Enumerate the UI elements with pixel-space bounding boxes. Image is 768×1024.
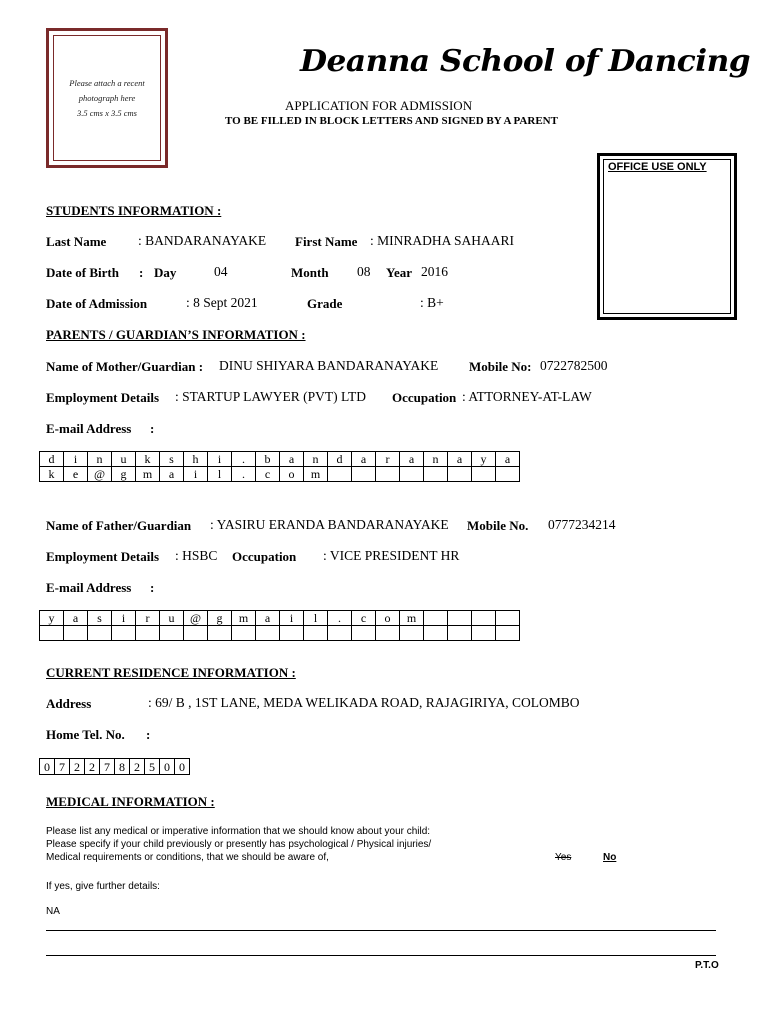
office-use-box	[597, 153, 737, 320]
father-email-cell[interactable]	[448, 626, 472, 641]
mother-email-row	[40, 452, 520, 467]
mother-email-cell[interactable]	[496, 467, 520, 482]
admission-date-label: Date of Admission	[46, 296, 148, 311]
mother-email-cell[interactable]: h	[184, 452, 208, 467]
mother-email-cell[interactable]: i	[184, 467, 208, 482]
home-tel-digit-cell[interactable]: 0	[175, 759, 190, 775]
father-occupation-label: Occupation	[232, 549, 297, 564]
photo-placeholder	[46, 28, 168, 168]
mother-email-cell[interactable]: .	[232, 452, 256, 467]
mother-email-cell[interactable]: s	[160, 452, 184, 467]
medical-instruction-3: Medical requirements or conditions, that we should be aware of,	[46, 852, 329, 863]
father-email-cell[interactable]	[496, 611, 520, 626]
father-email-cell[interactable]: m	[232, 611, 256, 626]
first-name-value[interactable]: : MINRADHA SAHAARI	[370, 233, 515, 248]
father-email-cell[interactable]	[208, 626, 232, 641]
mother-email-grid[interactable]	[39, 451, 520, 482]
page-turn-over: P.T.O	[695, 960, 719, 971]
medical-section-title: MEDICAL INFORMATION :	[46, 794, 215, 809]
mother-email-cell[interactable]: a	[160, 467, 184, 482]
father-email-cell[interactable]	[472, 611, 496, 626]
mother-email-cell[interactable]	[424, 467, 448, 482]
school-name: Deanna School of Dancing	[300, 44, 751, 79]
father-email-row	[40, 611, 520, 626]
father-mobile-value[interactable]: 0777234214	[548, 517, 616, 532]
mother-email-cell[interactable]	[352, 467, 376, 482]
mother-email-cell[interactable]: n	[304, 452, 328, 467]
mother-email-cell[interactable]: @	[88, 467, 112, 482]
father-email-cell[interactable]: @	[184, 611, 208, 626]
mother-email-cell[interactable]: n	[88, 452, 112, 467]
photo-instruction-line2: photograph here	[78, 92, 136, 103]
father-email-cell[interactable]: g	[208, 611, 232, 626]
last-name-value[interactable]: : BANDARANAYAKE	[138, 233, 267, 248]
father-email-cell[interactable]	[184, 626, 208, 641]
mother-email-cell[interactable]: k	[136, 452, 160, 467]
mother-email-cell[interactable]: m	[136, 467, 160, 482]
mother-employment-value[interactable]: : STARTUP LAWYER (PVT) LTD	[175, 389, 367, 404]
mother-email-cell[interactable]: k	[40, 467, 64, 482]
form-title: APPLICATION FOR ADMISSION	[285, 98, 473, 113]
dob-year-label: Year	[386, 265, 412, 280]
mother-occupation-value[interactable]: : ATTORNEY-AT-LAW	[462, 389, 592, 404]
mother-email-cell[interactable]	[448, 467, 472, 482]
residence-section-title: CURRENT RESIDENCE INFORMATION :	[46, 665, 296, 680]
father-email-cell[interactable]: i	[112, 611, 136, 626]
first-name-label: First Name	[295, 234, 358, 249]
dob-label: Date of Birth	[46, 265, 119, 280]
mother-email-cell[interactable]	[376, 467, 400, 482]
mother-email-cell[interactable]	[400, 467, 424, 482]
father-name-value[interactable]: : YASIRU ERANDA BANDARANAYAKE	[210, 517, 449, 532]
father-email-cell[interactable]	[136, 626, 160, 641]
home-tel-digit-cell[interactable]: 2	[130, 759, 145, 775]
father-email-cell[interactable]	[232, 626, 256, 641]
mother-email-cell[interactable]: b	[256, 452, 280, 467]
mother-email-row	[40, 467, 520, 482]
dob-day-value[interactable]: 04	[214, 264, 228, 279]
details-line-2	[46, 955, 716, 956]
home-tel-grid[interactable]	[39, 758, 190, 775]
mother-email-cell[interactable]: a	[280, 452, 304, 467]
father-email-cell[interactable]	[328, 626, 352, 641]
mother-email-cell[interactable]: d	[328, 452, 352, 467]
mother-email-cell[interactable]: u	[112, 452, 136, 467]
dob-month-value[interactable]: 08	[357, 264, 371, 279]
father-mobile-label: Mobile No.	[467, 518, 529, 533]
home-tel-digit-cell[interactable]: 0	[160, 759, 175, 775]
father-email-cell[interactable]: s	[88, 611, 112, 626]
father-email-cell[interactable]	[40, 626, 64, 641]
mother-mobile-label: Mobile No:	[469, 359, 532, 374]
dob-month-label: Month	[291, 265, 329, 280]
further-details-value[interactable]: NA	[46, 906, 60, 917]
mother-email-cell[interactable]: i	[64, 452, 88, 467]
father-name-label: Name of Father/Guardian	[46, 518, 192, 533]
father-email-cell[interactable]: r	[136, 611, 160, 626]
father-email-cell[interactable]: a	[256, 611, 280, 626]
father-email-cell[interactable]	[400, 626, 424, 641]
medical-yes-option[interactable]: Yes	[555, 852, 572, 863]
father-employment-value[interactable]: : HSBC	[175, 548, 218, 563]
mother-name-label: Name of Mother/Guardian :	[46, 359, 204, 374]
further-details-label: If yes, give further details:	[46, 881, 160, 892]
mother-email-cell[interactable]: n	[424, 452, 448, 467]
father-email-cell[interactable]	[424, 611, 448, 626]
father-email-cell[interactable]: a	[64, 611, 88, 626]
office-use-label: OFFICE USE ONLY	[608, 161, 707, 173]
mother-email-label: E-mail Address	[46, 421, 132, 436]
father-email-cell[interactable]: m	[400, 611, 424, 626]
father-email-cell[interactable]	[112, 626, 136, 641]
father-email-cell[interactable]: .	[328, 611, 352, 626]
mother-email-cell[interactable]: d	[40, 452, 64, 467]
father-email-cell[interactable]: l	[304, 611, 328, 626]
home-tel-digit-cell[interactable]: 8	[115, 759, 130, 775]
mother-email-cell[interactable]: y	[472, 452, 496, 467]
home-tel-digit-cell[interactable]: 7	[55, 759, 70, 775]
mother-email-cell[interactable]: c	[256, 467, 280, 482]
father-email-cell[interactable]	[160, 626, 184, 641]
mother-email-cell[interactable]: g	[112, 467, 136, 482]
medical-instruction-2: Please specify if your child previously or presently has psychological / Physical injuries/	[46, 839, 432, 850]
mother-email-cell[interactable]: a	[496, 452, 520, 467]
mother-email-cell[interactable]: e	[64, 467, 88, 482]
dob-day-label: Day	[154, 265, 177, 280]
mother-email-cell[interactable]: .	[232, 467, 256, 482]
mother-email-cell[interactable]: l	[208, 467, 232, 482]
admission-date-value[interactable]: : 8 Sept 2021	[186, 295, 258, 310]
home-tel-digit-cell[interactable]: 5	[145, 759, 160, 775]
form-subtitle: TO BE FILLED IN BLOCK LETTERS AND SIGNED BY A PARENT	[225, 115, 558, 127]
father-occupation-value[interactable]: : VICE PRESIDENT HR	[323, 548, 460, 563]
mother-email-cell[interactable]: r	[376, 452, 400, 467]
mother-email-cell[interactable]: i	[208, 452, 232, 467]
mother-employment-label: Employment Details	[46, 390, 160, 405]
home-tel-label: Home Tel. No.	[46, 727, 125, 742]
mother-email-cell[interactable]: a	[400, 452, 424, 467]
home-tel-row	[40, 759, 190, 775]
mother-email-cell[interactable]	[472, 467, 496, 482]
father-email-cell[interactable]	[64, 626, 88, 641]
grade-label: Grade	[307, 296, 343, 311]
photo-placeholder-inner	[53, 35, 161, 161]
father-email-colon: :	[150, 580, 155, 595]
father-email-grid[interactable]	[39, 610, 520, 641]
home-tel-digit-cell[interactable]: 2	[85, 759, 100, 775]
father-email-cell[interactable]	[304, 626, 328, 641]
photo-instruction-line1: Please attach a recent	[69, 77, 145, 88]
address-value[interactable]: : 69/ B , 1ST LANE, MEDA WELIKADA ROAD, RAJAGIRIYA, COLOMBO	[148, 695, 580, 710]
father-email-row	[40, 626, 520, 641]
father-email-cell[interactable]	[352, 626, 376, 641]
home-tel-digit-cell[interactable]: 7	[100, 759, 115, 775]
mother-email-cell[interactable]: a	[448, 452, 472, 467]
address-label: Address	[46, 696, 92, 711]
father-email-cell[interactable]	[280, 626, 304, 641]
father-email-label: E-mail Address	[46, 580, 132, 595]
grade-value[interactable]: : B+	[420, 295, 444, 310]
father-email-cell[interactable]	[496, 626, 520, 641]
medical-no-option[interactable]: No	[603, 852, 617, 863]
home-tel-colon: :	[146, 727, 151, 742]
dob-year-value[interactable]: 2016	[421, 264, 448, 279]
father-email-cell[interactable]	[376, 626, 400, 641]
father-email-cell[interactable]: y	[40, 611, 64, 626]
father-email-cell[interactable]	[256, 626, 280, 641]
father-email-cell[interactable]	[88, 626, 112, 641]
father-email-cell[interactable]: i	[280, 611, 304, 626]
father-email-cell[interactable]	[472, 626, 496, 641]
father-email-cell[interactable]	[448, 611, 472, 626]
father-email-cell[interactable]: c	[352, 611, 376, 626]
dob-colon: :	[139, 265, 144, 280]
students-section-title: STUDENTS INFORMATION :	[46, 203, 222, 218]
mother-email-colon: :	[150, 421, 155, 436]
mother-email-cell[interactable]	[328, 467, 352, 482]
photo-instruction-line3: 3.5 cms x 3.5 cms	[77, 107, 137, 118]
father-email-cell[interactable]	[424, 626, 448, 641]
mother-occupation-label: Occupation	[392, 390, 457, 405]
mother-email-cell[interactable]: a	[352, 452, 376, 467]
details-line-1	[46, 930, 716, 931]
mother-email-cell[interactable]: m	[304, 467, 328, 482]
mother-email-cell[interactable]: o	[280, 467, 304, 482]
mother-name-value[interactable]: DINU SHIYARA BANDARANAYAKE	[219, 358, 439, 373]
home-tel-digit-cell[interactable]: 0	[40, 759, 55, 775]
medical-instruction-1: Please list any medical or imperative information that we should know about your child:	[46, 826, 431, 837]
father-employment-label: Employment Details	[46, 549, 160, 564]
last-name-label: Last Name	[46, 234, 107, 249]
mother-mobile-value[interactable]: 0722782500	[540, 358, 608, 373]
father-email-cell[interactable]: o	[376, 611, 400, 626]
home-tel-digit-cell[interactable]: 2	[70, 759, 85, 775]
father-email-cell[interactable]: u	[160, 611, 184, 626]
parents-section-title: PARENTS / GUARDIAN’S INFORMATION :	[46, 327, 306, 342]
